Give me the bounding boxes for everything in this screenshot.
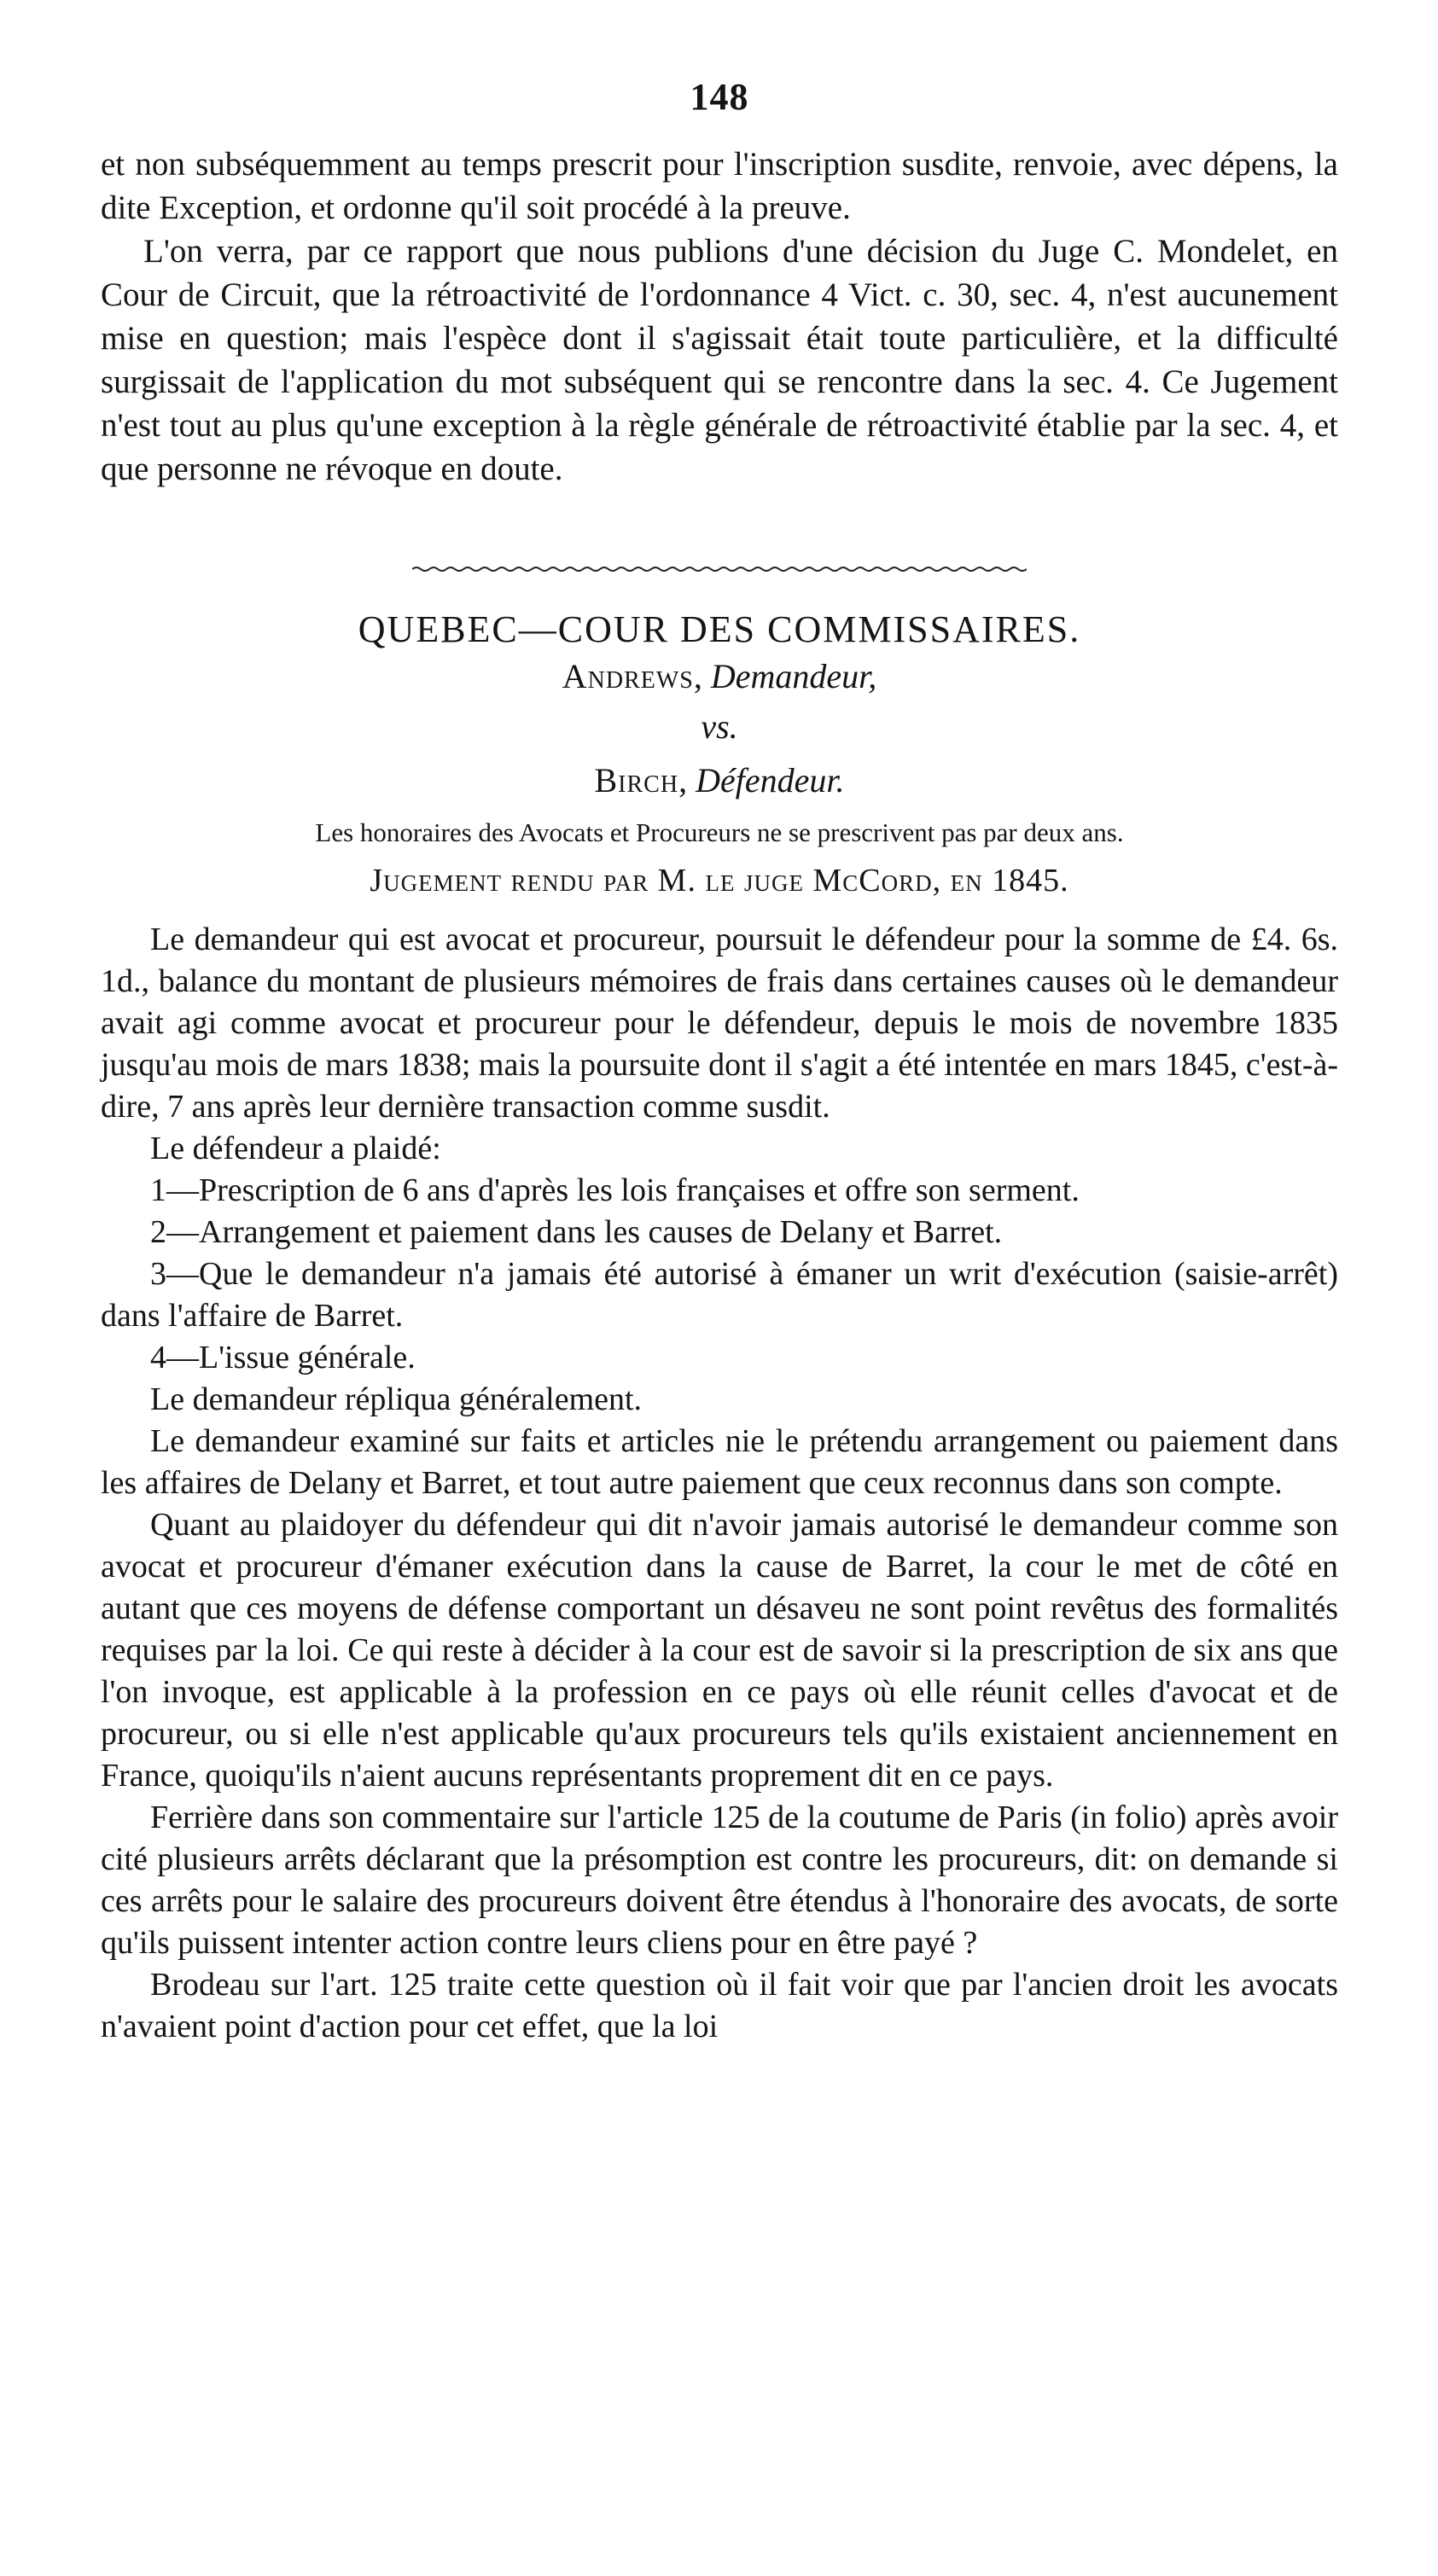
body-paragraph: Le demandeur qui est avocat et procureur, poursuit le défendeur pour la somme de £4. 6s. 1d., balance du montant de plusieurs mémoires de frais dans certaines causes où le demandeur avait agi comme avocat et procureur pour le défendeur, depuis le mois de novembre 1835 jusqu'au mois de mars 1838; mais la poursuite dont il s'agit a été intentée en mars 1845, c'est-à-dire, 7 ans après leur dernière transaction comme susdit. — [101, 922, 1338, 1125]
body-paragraph: Le défendeur a plaidé: — [150, 1131, 441, 1166]
body-paragraph: Ferrière dans son commentaire sur l'article 125 de la coutume de Paris (in folio) après avoir cité plusieurs arrêts déclarant que la présomption est contre les procureurs, dit: on demande si ces arrêts pour le salaire des procureurs doivent être étendus à l'honoraire des avocats, de sorte qu'ils puissent intenter action contre leurs cliens pour en être payé ? — [101, 1800, 1338, 1961]
intro-paragraph: L'on verra, par ce rapport que nous publions d'une décision du Juge C. Mondelet, en Cour de Circuit, que la rétroactivité de l'ordonnance 4 Vict. c. 30, sec. 4, n'est aucunement mise en question; mais l'espèce dont il s'agissait était toute particulière, et la difficulté surgissait de l'application du mot subséquent qui se rencontre dans la sec. 4. Ce Jugement n'est tout au plus qu'une exception à la règle générale de rétroactivité établie par la sec. 4, et que personne ne révoque en doute. — [101, 233, 1338, 487]
judgement-line: Jugement rendu par M. le juge McCord, en 1845. — [370, 863, 1069, 898]
body-paragraph: Quant au plaidoyer du défendeur qui dit n'avoir jamais autorisé le demandeur comme son avocat et procureur d'émaner exécution dans la cause de Barret, la cour le met de côté en autant que ces moyens de défense comportant un désaveu ne sont point revêtus des formalités requises par la loi. Ce qui reste à décider à la cour est de savoir si la prescription de six ans que l'on invoque, est applicable à la profession en ce pays où elle réunit celles d'avocat et de procureur, ou si elle n'est applicable qu'aux procureurs tels qu'ils existaient anciennement en France, quoiqu'ils n'aient aucuns représentants proprement dit en ce pays. — [101, 1507, 1338, 1794]
body-paragraph: 3—Que le demandeur n'a jamais été autorisé à émaner un writ d'exécution (saisie-arrêt) dans l'affaire de Barret. — [101, 1256, 1338, 1334]
case-body — [101, 919, 1338, 2048]
defendant-name: Birch — [594, 761, 679, 800]
body-paragraph: Brodeau sur l'art. 125 traite cette question où il fait voir que par l'ancien droit les avocats n'avaient point d'action pour cet effet, que la loi — [101, 1967, 1338, 2044]
case-headnote: Les honoraires des Avocats et Procureurs ne se prescrivent pas par deux ans. — [315, 817, 1124, 847]
body-paragraph: Le demandeur examiné sur faits et articles nie le prétendu arrangement ou paiement dans les affaires de Delany et Barret, et tout autre paiement que ceux reconnus dans son compte. — [101, 1423, 1338, 1501]
wavy-rule-icon — [412, 566, 1027, 573]
page-number: 148 — [690, 76, 749, 118]
court-heading: QUEBEC—COUR DES COMMISSAIRES. — [358, 608, 1081, 650]
plaintiff-line: Andrews, Demandeur, — [562, 657, 877, 695]
body-paragraph: 2—Arrangement et paiement dans les causes de Delany et Barret. — [150, 1214, 1003, 1250]
defendant-role: Défendeur. — [696, 761, 845, 800]
body-paragraph: 1—Prescription de 6 ans d'après les lois françaises et offre son serment. — [150, 1172, 1080, 1208]
intro-section — [101, 142, 1338, 491]
body-paragraph: 4—L'issue générale. — [150, 1340, 416, 1375]
body-paragraph: Le demandeur répliqua généralement. — [150, 1381, 643, 1417]
intro-paragraph: et non subséquemment au temps prescrit pour l'inscription susdite, renvoie, avec dépens, la dite Exception, et ordonne qu'il soit procédé à la preuve. — [101, 146, 1338, 226]
plaintiff-name: Andrews — [562, 657, 694, 695]
defendant-line: Birch, Défendeur. — [594, 761, 845, 800]
plaintiff-role: Demandeur, — [710, 657, 877, 695]
versus-label: vs. — [701, 707, 738, 746]
book-page — [101, 75, 1338, 2550]
ornamental-divider — [412, 566, 1027, 573]
